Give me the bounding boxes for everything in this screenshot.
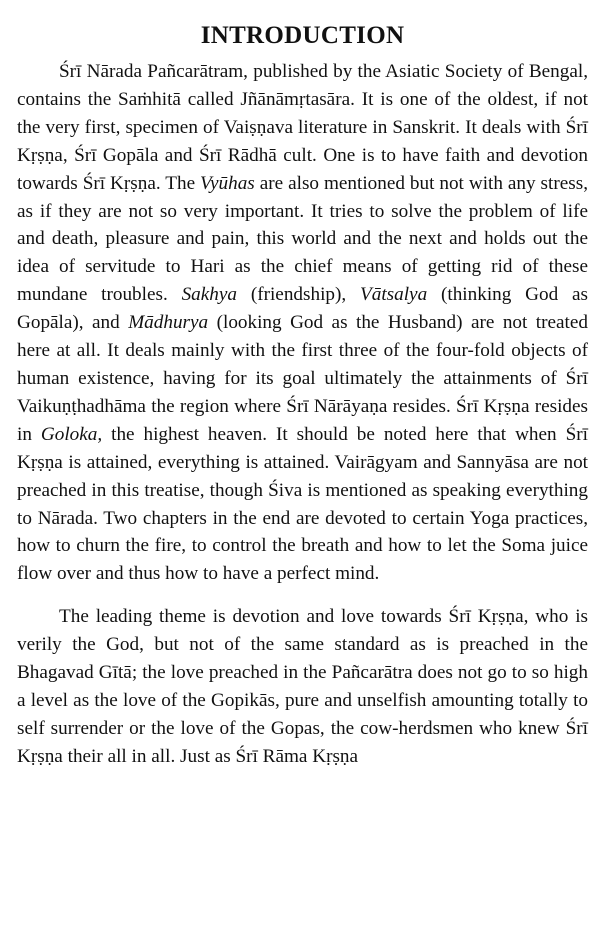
text-run: Śrī Nārada Pañcarātram, published by the Asiatic Society of Bengal, contains the Saṁhitā called Jñānāmṛtasāra. It is one of the oldest, if not the very first, specimen of Vaiṣṇava literature in Sanskrit. It deals with Śrī Kṛṣṇa, Śrī Gopāla and Śrī Rādhā cult. One is to have faith and devotion towards Śrī Kṛṣṇa. The [17,61,588,194]
text-run: (friendship), [237,284,361,306]
italic-term-vyuhas: Vyūhas [200,172,255,194]
text-run: (thinking God as Gopāla), and [17,284,588,334]
text-run: The leading theme is devotion and love towards Śrī Kṛṣṇa, who is verily the God, but not of the same standard as is preached in the Bhagavad Gītā; the love preached in the Pañcarātra does not go to so high a level as the love of the Gopikās, pure and unselfish amounting totally to self surrender or the love of the Gopas, the cow-herdsmen who knew Śrī Kṛṣṇa their all in all. Just as Śrī Rāma Kṛṣṇa [17,606,588,767]
text-run: the highest heaven. It should be noted here that when Śrī Kṛṣṇa is attained, everything is attained. Vairāgyam and Sannyāsa are not preached in this treatise, though Śiva is mentioned as speaking everything to Nārada. Two chapters in the end are devoted to certain Yoga practices, how to churn the fire, to control the breath and how to let the Soma juice flow over and thus how to have a perfect mind. [17,423,588,585]
text-run: are also mentioned but not with any stress, as if they are not so very important. It tries to solve the problem of life and death, pleasure and pain, this world and the next and holds out the idea of servitude to Hari as the chief means of getting rid of these mundane troubles. [17,172,588,306]
italic-term-vatsalya: Vātsalya [360,284,428,306]
paragraph-1 [17,58,588,588]
italic-term-goloka: Goloka, [40,423,103,445]
italic-term-madhurya: Mādhurya [128,312,209,334]
text-run: (looking God as the Husband) are not treated here at all. It deals mainly with the first three of the four-fold objects of human existence, having for its goal ultimately the attainments of Śrī Vaikuṇṭhadhāma the region where Śrī Nārāyaṇa resides. Śrī Kṛṣṇa resides in [17,312,588,445]
italic-term-sakhya: Sakhya [181,284,237,306]
page-title: INTRODUCTION [200,22,405,49]
paragraph-2 [17,603,588,770]
